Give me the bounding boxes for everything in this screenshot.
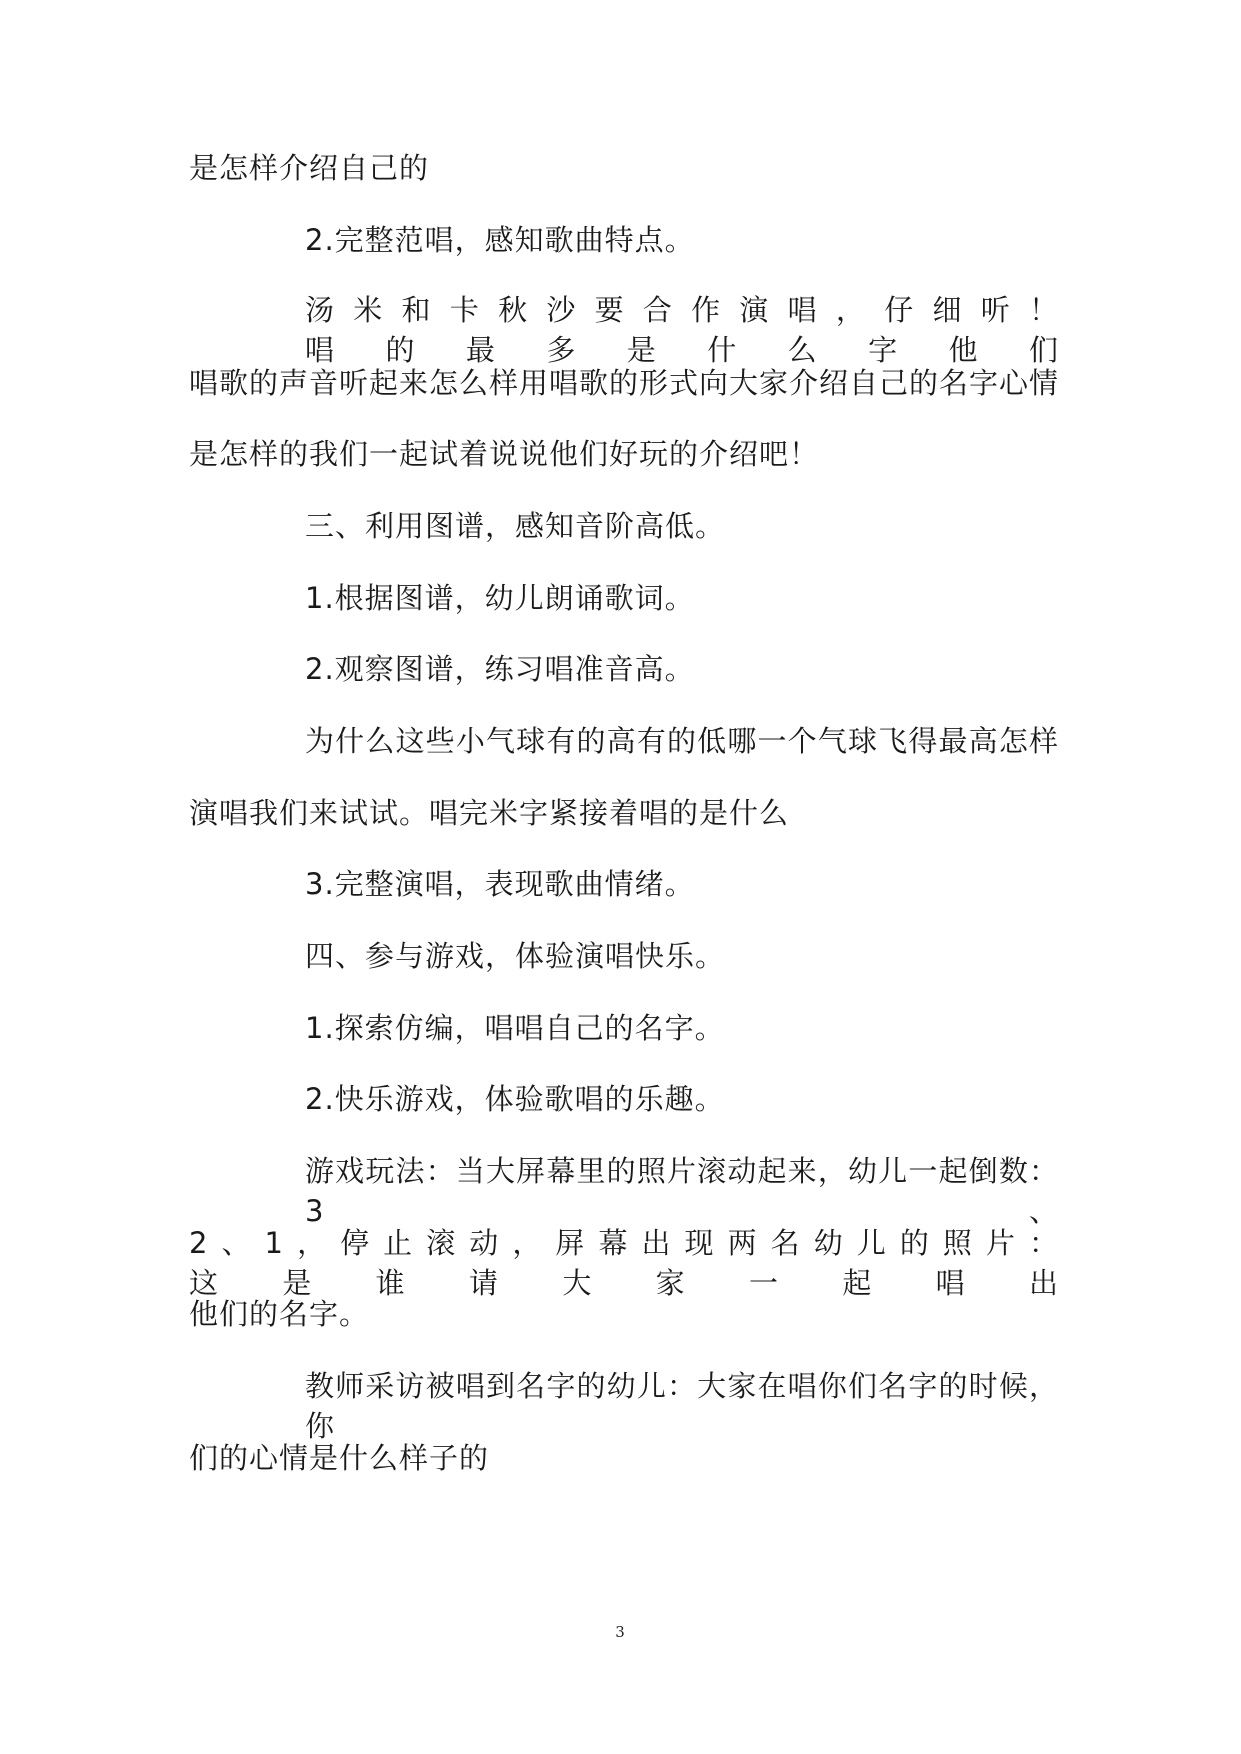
text-line: 为什么这些小气球有的高有的低哪一个气球飞得最高怎样 <box>305 724 1059 758</box>
page-number: 3 <box>615 1623 625 1641</box>
text-line: 1.探索仿编，唱唱自己的名字。 <box>305 1011 725 1045</box>
text-line: 是怎样介绍自己的 <box>189 151 430 185</box>
text-line: 2.观察图谱，练习唱准音高。 <box>305 652 695 686</box>
text-line: 教师采访被唱到名字的幼儿：大家在唱你们名字的时候，你 <box>305 1369 1059 1443</box>
text-line: 游戏玩法：当大屏幕里的照片滚动起来，幼儿一起倒数：3、 <box>305 1154 1059 1228</box>
text-line: 2、1，停止滚动，屏幕出现两名幼儿的照片：这是谁请大家一起唱出 <box>189 1226 1059 1300</box>
text-line: 1.根据图谱，幼儿朗诵歌词。 <box>305 581 695 615</box>
text-line: 2.快乐游戏，体验歌唱的乐趣。 <box>305 1082 725 1116</box>
text-line: 3.完整演唱，表现歌曲情绪。 <box>305 867 695 901</box>
text-line: 四、参与游戏，体验演唱快乐。 <box>305 939 726 973</box>
text-line: 演唱我们来试试。唱完米字紧接着唱的是什么 <box>189 796 790 830</box>
text-line: 2.完整范唱，感知歌曲特点。 <box>305 223 695 257</box>
text-line: 汤米和卡秋沙要合作演唱，仔细听！唱的最多是什么字他们 <box>305 293 1059 367</box>
text-line: 是怎样的我们一起试着说说他们好玩的介绍吧！ <box>189 437 820 471</box>
text-line: 他们的名字。 <box>189 1297 370 1331</box>
text-line: 三、利用图谱，感知音阶高低。 <box>305 509 726 543</box>
text-line: 唱歌的声音听起来怎么样用唱歌的形式向大家介绍自己的名字心情 <box>189 366 1060 400</box>
text-line: 们的心情是什么样子的 <box>189 1441 490 1475</box>
